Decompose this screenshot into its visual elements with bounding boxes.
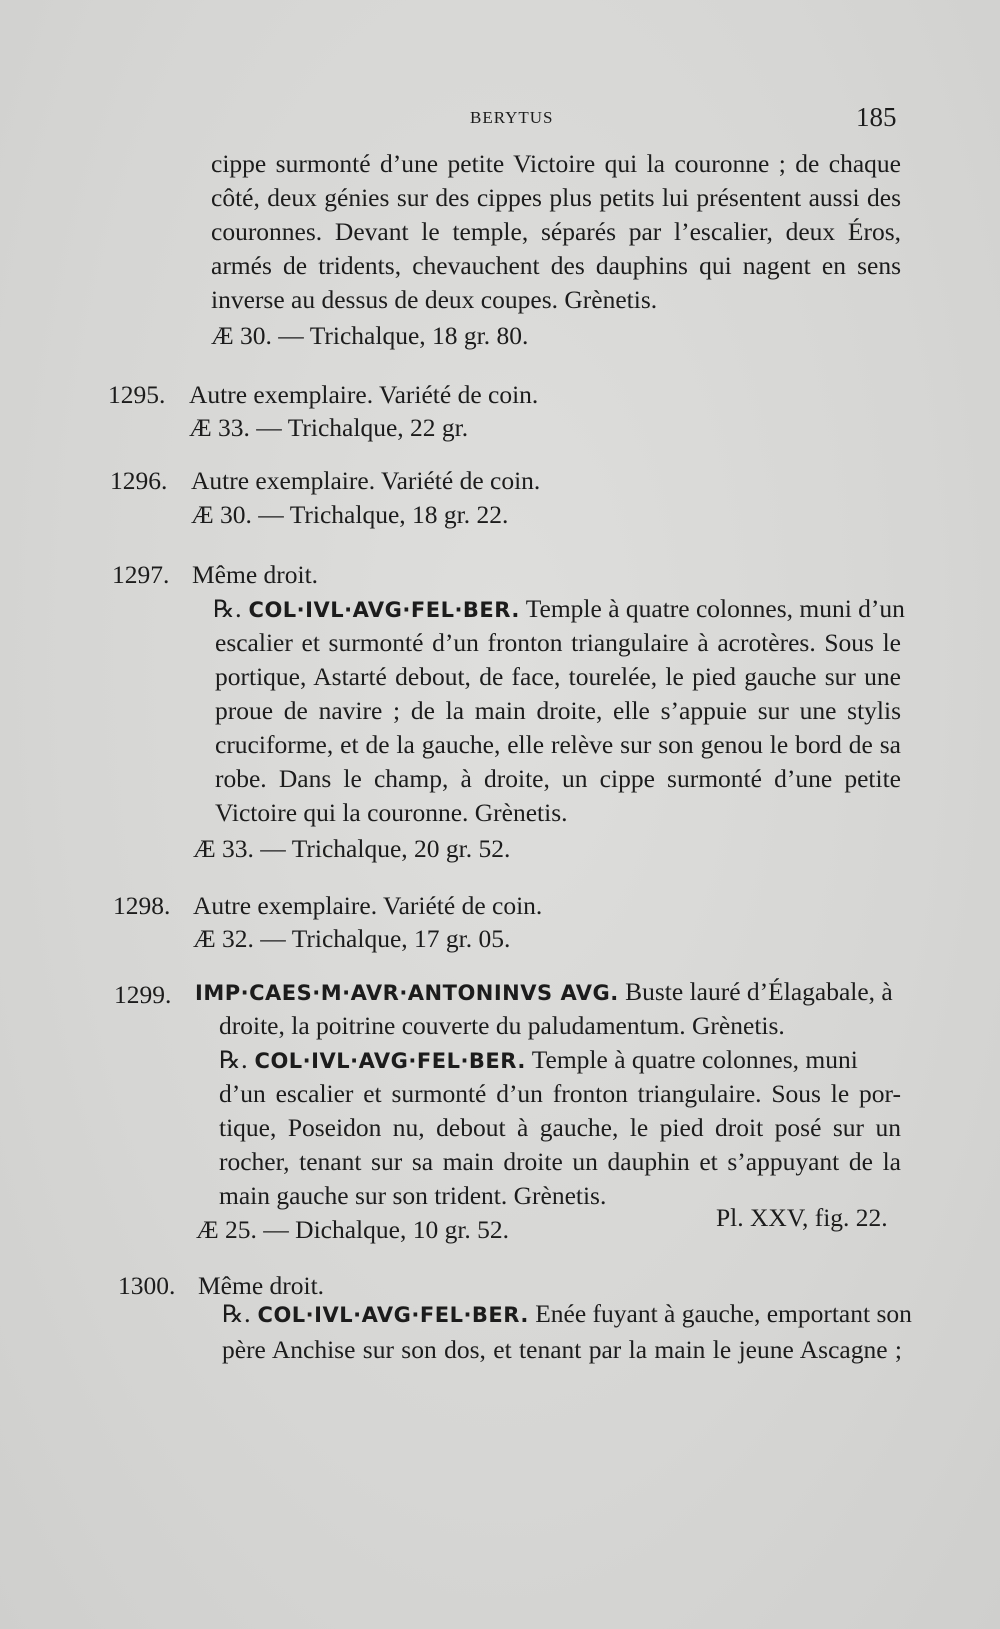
metal-weight-line: Æ 30. — Trichalque, 18 gr. 22. — [191, 500, 509, 529]
text-line: d’un escalier et surmonté d’un fronton triangulaire. Sous le por- — [219, 1079, 901, 1108]
text-line: portique, Astarté debout, de face, tourelée, le pied gauche sur une — [215, 662, 901, 691]
metal-weight-line: Æ 25. — Dichalque, 10 gr. 52. — [196, 1215, 510, 1244]
obverse-legend: IMP·CAES·M·AVR·ANTONINVS AVG. — [195, 981, 619, 1005]
reverse-symbol: ℞. — [219, 1046, 249, 1074]
obverse-description: Même droit. — [192, 560, 319, 589]
entry-number: 1295. — [108, 380, 166, 409]
entry-number: 1300. — [118, 1271, 176, 1300]
reverse-legend: COL·IVL·AVG·FEL·BER. — [257, 1303, 529, 1327]
entry-description: Autre exemplaire. Variété de coin. — [189, 380, 539, 409]
obverse-first-line — [195, 976, 893, 1009]
text-line: inverse au dessus de deux coupes. Grènetis. — [211, 285, 658, 314]
entry-description: Autre exemplaire. Variété de coin. — [191, 466, 541, 495]
text-line: tique, Poseidon nu, debout à gauche, le pied droit posé sur un — [219, 1113, 901, 1142]
reverse-symbol: ℞. — [222, 1300, 252, 1328]
text-line: robe. Dans le champ, à droite, un cippe surmonté d’une petite — [215, 764, 901, 793]
text-line: proue de navire ; de la main droite, elle s’appuie sur une stylis — [215, 696, 901, 725]
running-title: BERYTUS — [470, 108, 554, 127]
text-line: escalier et surmonté d’un fronton triangulaire à acrotères. Sous le — [215, 628, 901, 657]
reverse-symbol: ℞. — [213, 595, 243, 623]
obverse-description: Même droit. — [198, 1271, 325, 1300]
reverse-legend: COL·IVL·AVG·FEL·BER. — [248, 598, 520, 622]
text-line: rocher, tenant sur sa main droite un dauphin et s’appuyant de la — [219, 1147, 901, 1176]
entry-number: 1297. — [112, 560, 170, 589]
text-line: Victoire qui la couronne. Grènetis. — [215, 798, 568, 827]
metal-weight-line: Æ 33. — Trichalque, 20 gr. 52. — [193, 834, 511, 863]
metal-weight-line: Æ 33. — Trichalque, 22 gr. — [189, 413, 469, 442]
text-line: cippe surmonté d’une petite Victoire qui la couronne ; de chaque — [211, 149, 901, 178]
entry-description: Autre exemplaire. Variété de coin. — [193, 891, 543, 920]
reverse-first-line — [213, 593, 905, 626]
reverse-description: Temple à quatre colonnes, muni — [531, 1045, 858, 1074]
reverse-description: Enée fuyant à gauche, emportant son — [535, 1299, 912, 1328]
obverse-description: Buste lauré d’Élagabale, à — [625, 977, 893, 1006]
metal-weight-line: Æ 32. — Trichalque, 17 gr. 05. — [193, 924, 511, 953]
text-line: armés de tridents, chevauchent des dauphins qui nagent en sens — [211, 251, 901, 280]
text-line: droite, la poitrine couverte du paludamentum. Grènetis. — [219, 1011, 785, 1040]
text-line: couronnes. Devant le temple, séparés par l’escalier, deux Éros, — [211, 217, 901, 246]
text-line: cruciforme, et de la gauche, elle relève sur son genou le bord de sa — [215, 730, 901, 759]
reverse-first-line — [219, 1044, 858, 1077]
reverse-description: Temple à quatre colonnes, muni d’un — [525, 594, 905, 623]
entry-number: 1298. — [113, 891, 171, 920]
text-line: main gauche sur son trident. Grènetis. — [219, 1181, 607, 1210]
metal-weight-line: Æ 30. — Trichalque, 18 gr. 80. — [211, 321, 529, 350]
plate-reference: Pl. XXV, fig. 22. — [716, 1203, 888, 1232]
reverse-legend: COL·IVL·AVG·FEL·BER. — [254, 1049, 526, 1073]
running-header — [0, 102, 1000, 136]
entry-number: 1299. — [114, 980, 172, 1009]
text-line: côté, deux génies sur des cippes plus petits lui présentent aussi des — [211, 183, 901, 212]
text-line: père Anchise sur son dos, et tenant par la main le jeune Ascagne ; — [222, 1335, 902, 1364]
entry-number: 1296. — [110, 466, 168, 495]
reverse-first-line — [222, 1298, 912, 1331]
page-number: 185 — [856, 102, 897, 132]
